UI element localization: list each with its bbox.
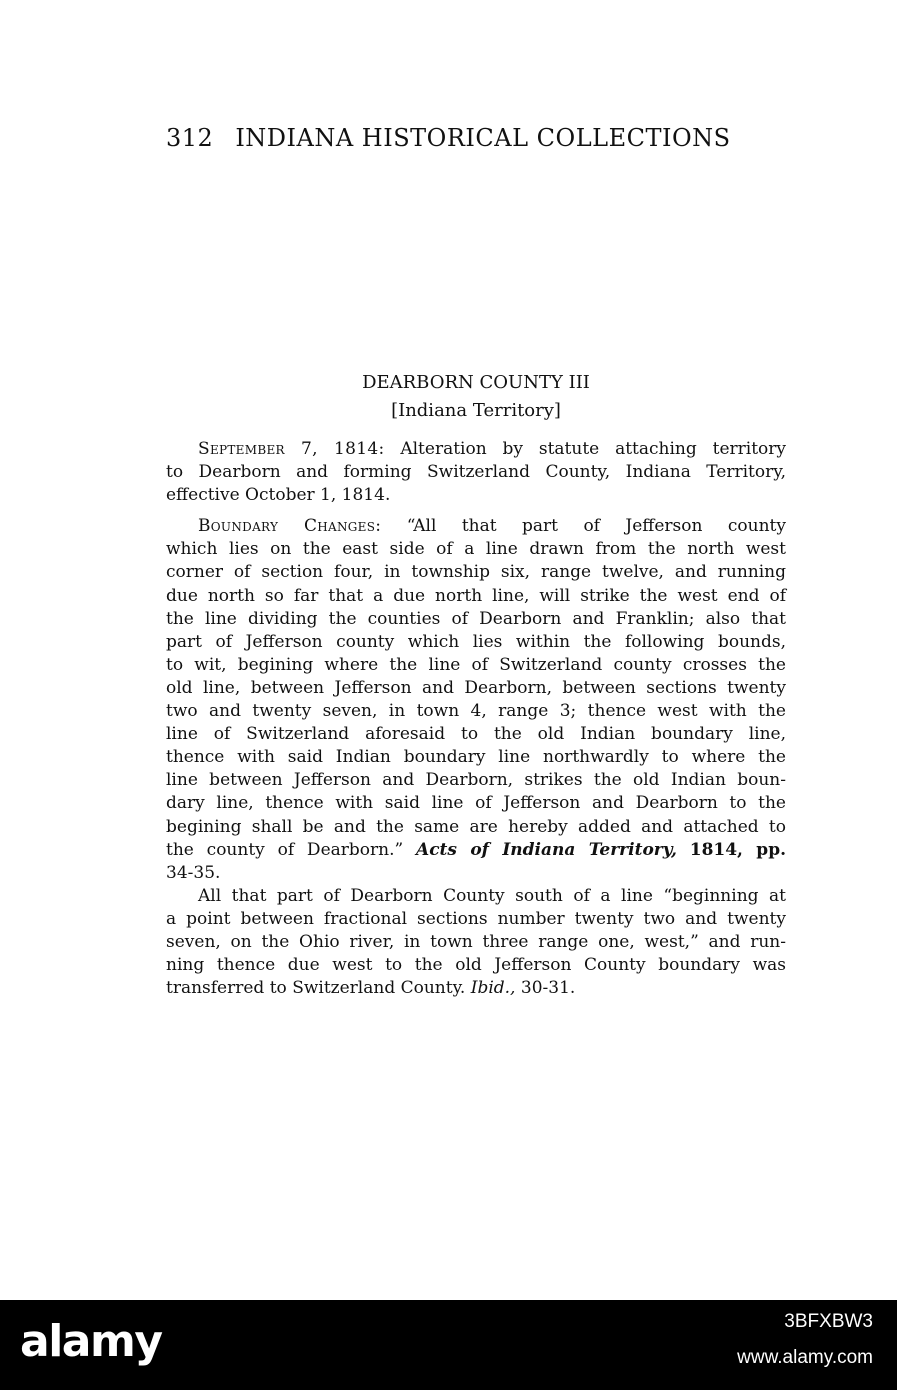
date-label: September 7, 1814: <box>198 439 385 459</box>
running-title: INDIANA HISTORICAL COLLECTIONS <box>235 124 731 152</box>
line-text: Alteration by statute attaching territory <box>400 439 787 459</box>
text-line: dary line, thence with said line of Jefferson and Dearborn to the <box>166 793 786 814</box>
text-line: due north so far that a due north line, will strike the west end of <box>166 585 786 606</box>
text-line: which lies on the east side of a line drawn from the north west <box>166 539 786 560</box>
image-id: 3BFXBW3 <box>784 1311 873 1332</box>
page-number: 312 <box>166 124 214 152</box>
text-line <box>166 839 786 862</box>
line-text: the county of Dearborn.” <box>166 839 404 860</box>
text-line: part of Jefferson county which lies within the following bounds, <box>166 631 786 652</box>
paragraph-boundary-changes <box>166 515 786 885</box>
text-line: a point between fractional sections number twenty two and twenty <box>166 908 786 929</box>
alamy-logo: alamy <box>20 1316 162 1367</box>
section-title: DEARBORN COUNTY III <box>362 372 590 393</box>
text-line <box>166 438 786 461</box>
text-line: the line dividing the counties of Dearborn and Franklin; also that <box>166 608 786 629</box>
section-subtitle: [Indiana Territory] <box>391 400 561 421</box>
paragraph-date <box>166 438 786 507</box>
text-line: to Dearborn and forming Switzerland County, Indiana Territory, <box>166 462 786 483</box>
text-line: thence with said Indian boundary line northwardly to where the <box>166 747 786 768</box>
citation: Acts of Indiana Territory, <box>416 839 677 860</box>
text-line: All that part of Dearborn County south of a line “beginning at <box>198 885 786 906</box>
text-line: line between Jefferson and Dearborn, strikes the old Indian boun- <box>166 770 786 791</box>
text-line <box>166 977 786 1000</box>
text-line: to wit, begining where the line of Switzerland county crosses the <box>166 654 786 675</box>
text-line: begining shall be and the same are hereby added and attached to <box>166 816 786 837</box>
text-line: line of Switzerland aforesaid to the old Indian boundary line, <box>166 724 786 745</box>
text-line: seven, on the Ohio river, in town three range one, west,” and run- <box>166 931 786 952</box>
line-text: 30-31. <box>520 978 576 999</box>
line-text: 1814, pp. <box>689 839 786 860</box>
paragraph-gap <box>166 507 786 515</box>
running-header <box>166 124 731 152</box>
boundary-label: Boundary Changes: <box>198 516 382 537</box>
paragraph-transfer <box>166 885 786 1000</box>
text-line: 34-35. <box>166 862 221 883</box>
line-text: “All that part of Jefferson county <box>406 516 786 537</box>
citation: Ibid., <box>470 978 516 999</box>
text-line: corner of section four, in township six, range twelve, and running <box>166 562 786 583</box>
text-line <box>166 515 786 538</box>
document-body <box>166 438 786 1000</box>
text-line: ning thence due west to the old Jefferson County boundary was <box>166 955 786 976</box>
line-text: transferred to Switzerland County. <box>166 978 466 999</box>
text-line: old line, between Jefferson and Dearborn, between sections twenty <box>166 677 786 698</box>
watermark-url: www.alamy.com <box>737 1347 873 1368</box>
text-line: two and twenty seven, in town 4, range 3; thence west with the <box>166 701 786 722</box>
text-line: effective October 1, 1814. <box>166 485 391 506</box>
